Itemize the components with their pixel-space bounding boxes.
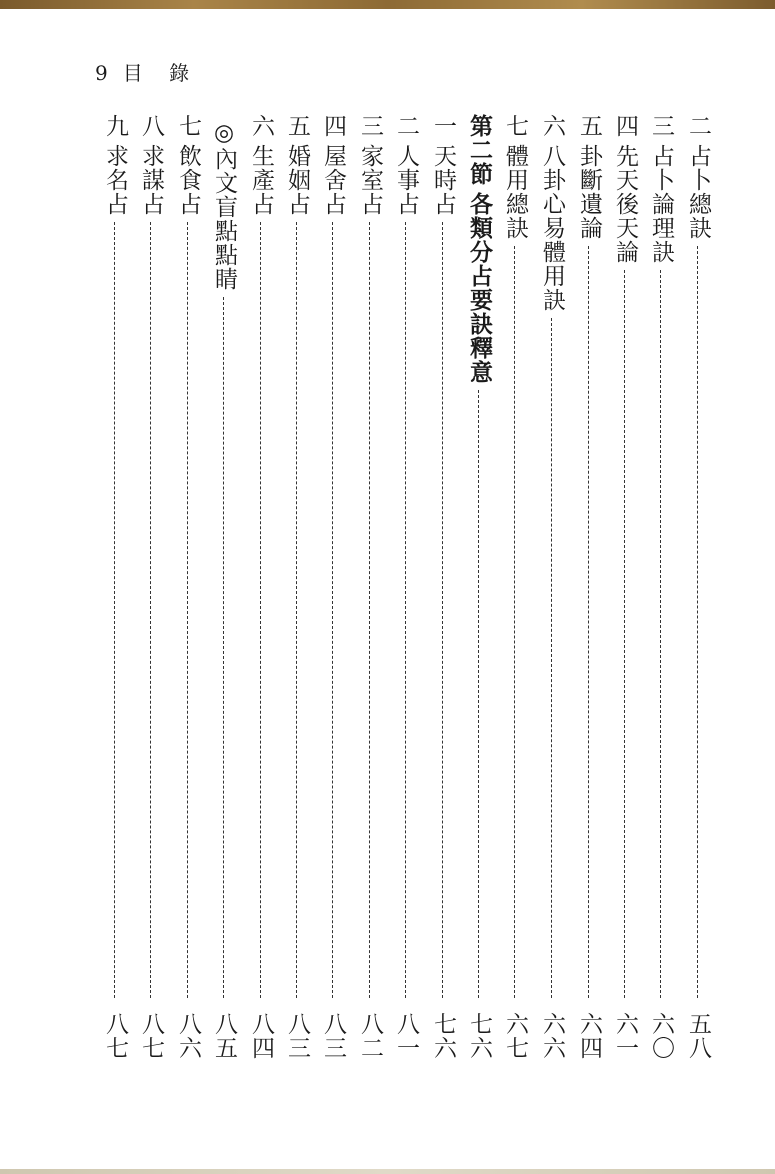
toc-entry-title: 天時占 bbox=[430, 144, 456, 216]
dotted-leader-line bbox=[150, 222, 151, 998]
toc-entry-page-number: 七六 bbox=[430, 1012, 456, 1060]
dotted-leader-line bbox=[405, 222, 406, 998]
toc-entry[interactable] bbox=[464, 114, 494, 1060]
toc-entry-page-number: 八七 bbox=[138, 1012, 164, 1060]
toc-entry-number: 五 bbox=[284, 114, 310, 138]
toc-entry-number: 三 bbox=[357, 114, 383, 138]
toc-entry[interactable] bbox=[282, 114, 312, 1060]
page-number: 9 bbox=[95, 61, 109, 85]
toc-entry-title: 生產占 bbox=[248, 144, 274, 216]
dotted-leader-line bbox=[551, 318, 552, 998]
toc-entry[interactable] bbox=[136, 114, 166, 1060]
toc-entry[interactable] bbox=[246, 114, 276, 1060]
toc-entry-number: 九 bbox=[102, 114, 128, 138]
toc-entry-number: 八 bbox=[138, 114, 164, 138]
toc-entry-number: 四 bbox=[320, 114, 346, 138]
toc-entry-label bbox=[464, 114, 494, 384]
toc-entry-title: 各類分占要訣釋意 bbox=[466, 192, 493, 384]
top-decorative-border bbox=[0, 0, 775, 9]
toc-entry-label bbox=[391, 114, 421, 216]
toc-entry[interactable] bbox=[574, 114, 604, 1060]
toc-entry-number: 七 bbox=[175, 114, 201, 138]
toc-entry-page-number: 八七 bbox=[102, 1012, 128, 1060]
dotted-leader-line bbox=[588, 246, 589, 998]
toc-entry-label bbox=[574, 114, 604, 240]
toc-entry-page-number: 六七 bbox=[502, 1012, 528, 1060]
toc-entry-page-number: 八三 bbox=[284, 1012, 310, 1060]
toc-entry-label bbox=[428, 114, 458, 216]
toc-entry-number: 二 bbox=[393, 114, 419, 138]
toc-entry-title: 占卜論理訣 bbox=[648, 144, 674, 264]
page-title: 目 錄 bbox=[122, 61, 200, 85]
toc-entry-label bbox=[136, 114, 166, 216]
toc-entry[interactable] bbox=[209, 114, 239, 1060]
toc-entry-page-number: 六〇 bbox=[648, 1012, 674, 1060]
toc-entry-label bbox=[282, 114, 312, 216]
dotted-leader-line bbox=[187, 222, 188, 998]
toc-entry-number: 六 bbox=[248, 114, 274, 138]
toc-entry[interactable] bbox=[318, 114, 348, 1060]
toc-entry-title: 求名占 bbox=[102, 144, 128, 216]
page-header bbox=[95, 57, 199, 86]
dotted-leader-line bbox=[296, 222, 297, 998]
toc-entry-label bbox=[610, 114, 640, 264]
toc-entry[interactable] bbox=[100, 114, 130, 1060]
dotted-leader-line bbox=[442, 222, 443, 998]
toc-entry-label bbox=[246, 114, 276, 216]
toc-entry-page-number: 六一 bbox=[612, 1012, 638, 1060]
dotted-leader-line bbox=[332, 222, 333, 998]
toc-entry-label bbox=[500, 114, 530, 240]
toc-entry-number: 二 bbox=[685, 114, 711, 138]
toc-entry[interactable] bbox=[610, 114, 640, 1060]
dotted-leader-line bbox=[514, 246, 515, 998]
toc-entry-title: 屋舍占 bbox=[320, 144, 346, 216]
toc-entry-title: 婚姻占 bbox=[284, 144, 310, 216]
toc-entry[interactable] bbox=[537, 114, 567, 1060]
toc-entry[interactable] bbox=[646, 114, 676, 1060]
toc-entry-number: 四 bbox=[612, 114, 638, 138]
toc-entry-page-number: 八三 bbox=[320, 1012, 346, 1060]
toc-entry-number: 六 bbox=[539, 114, 565, 138]
dotted-leader-line bbox=[369, 222, 370, 998]
toc-entry-label bbox=[173, 114, 203, 216]
toc-entry[interactable] bbox=[355, 114, 385, 1060]
toc-entry-page-number: 六六 bbox=[539, 1012, 565, 1060]
toc-entry-page-number: 八四 bbox=[248, 1012, 274, 1060]
toc-entry-page-number: 八二 bbox=[357, 1012, 383, 1060]
toc-entry[interactable] bbox=[500, 114, 530, 1060]
toc-entry-label bbox=[646, 114, 676, 264]
dotted-leader-line bbox=[697, 246, 698, 998]
toc-entry[interactable] bbox=[428, 114, 458, 1060]
toc-entry-label bbox=[683, 114, 713, 240]
toc-entry-page-number: 五八 bbox=[685, 1012, 711, 1060]
dotted-leader-line bbox=[624, 270, 625, 998]
toc-entry-page-number: 八六 bbox=[175, 1012, 201, 1060]
toc-entry-title: 先天後天論 bbox=[612, 144, 638, 264]
toc-entry-title: 家室占 bbox=[357, 144, 383, 216]
toc-entry-label bbox=[537, 114, 567, 312]
toc-entry-title: 體用總訣 bbox=[502, 144, 528, 240]
toc-entry-page-number: 七六 bbox=[466, 1012, 492, 1060]
dotted-leader-line bbox=[223, 297, 224, 998]
toc-entry[interactable] bbox=[173, 114, 203, 1060]
toc-entry-page-number: 八一 bbox=[393, 1012, 419, 1060]
toc-entry-page-number: 八五 bbox=[211, 1012, 237, 1060]
toc-entry-title: 卦斷遺論 bbox=[576, 144, 602, 240]
toc-entry-number: 三 bbox=[648, 114, 674, 138]
dotted-leader-line bbox=[660, 270, 661, 998]
toc-entry[interactable] bbox=[391, 114, 421, 1060]
toc-entry-label bbox=[209, 114, 239, 291]
toc-entry-title: 占卜總訣 bbox=[685, 144, 711, 240]
toc-entry-number: 七 bbox=[502, 114, 528, 138]
toc-entry-title: 飲食占 bbox=[175, 144, 201, 216]
toc-entry-title: ◎內文盲點點睛 bbox=[211, 120, 237, 291]
toc-entry-number: 一 bbox=[430, 114, 456, 138]
toc-entry-number: 第二節 bbox=[466, 114, 493, 186]
toc-entry-title: 人事占 bbox=[393, 144, 419, 216]
toc-entry-title: 八卦心易體用訣 bbox=[539, 144, 565, 312]
dotted-leader-line bbox=[114, 222, 115, 998]
toc-entry-number: 五 bbox=[576, 114, 602, 138]
toc-entry[interactable] bbox=[683, 114, 713, 1060]
dotted-leader-line bbox=[260, 222, 261, 998]
toc-entry-title: 求謀占 bbox=[138, 144, 164, 216]
toc-entry-label bbox=[318, 114, 348, 216]
toc-entry-page-number: 六四 bbox=[576, 1012, 602, 1060]
toc-entry-label bbox=[100, 114, 130, 216]
dotted-leader-line bbox=[478, 390, 479, 998]
toc-entry-label bbox=[355, 114, 385, 216]
bottom-decorative-border bbox=[0, 1169, 775, 1174]
